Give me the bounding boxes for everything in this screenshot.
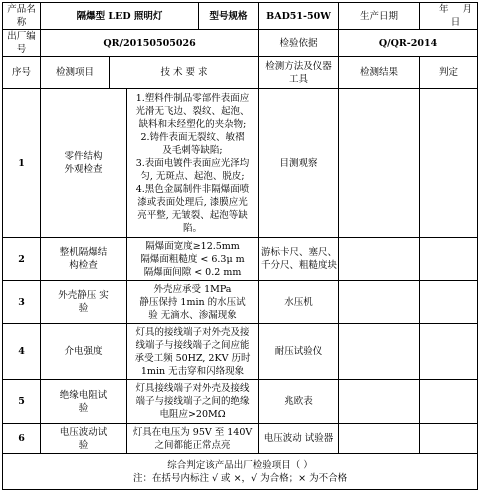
- row-requirement: 灯具的接线端子对外壳及接 线端子与接线端子之间应能 承受工频 50HZ, 2KV 历时 1min 无击穿和闪络现象: [127, 324, 259, 380]
- row-result[interactable]: [339, 89, 420, 238]
- col-judgement-header: 判定: [420, 57, 478, 89]
- row-requirement: 隔爆面宽度≥12.5mm 隔爆面粗糙度 < 6.3μ m 隔爆面间隙 < 0.2 mm: [127, 238, 259, 281]
- model-label: 型号规格: [199, 3, 259, 30]
- table-row: [3, 238, 478, 281]
- row-requirement: 灯具在电压为 95V 至 140V 之间都能正常点亮: [127, 424, 259, 454]
- row-item: 绝缘电阻试 验: [41, 380, 127, 424]
- row-requirement: 灯具接线端子对外壳及接线 端子与接线端子之间的绝缘 电阻应>20MΩ: [127, 380, 259, 424]
- row-judgement[interactable]: [420, 380, 478, 424]
- table-row: [3, 424, 478, 454]
- row-method: 目测观察: [259, 89, 339, 238]
- header-row-serial: [3, 30, 478, 57]
- row-result[interactable]: [339, 281, 420, 324]
- summary-line-1: 综合判定该产品出厂检验项目（ ）: [167, 459, 313, 471]
- serial-value: QR/20150505026: [41, 30, 259, 57]
- row-method: 电压波动 试验器: [259, 424, 339, 454]
- row-requirement: 1.塑料件制品零部件表面应 光滑无飞边、裂纹、起泡、 缺料和未经塑化的夹杂物; 2.铸件表面无裂纹、敏褶 及毛刺等缺陷; 3.表面电镀件表面应光泽均 匀, 无斑点、起泡、脱皮; 4.黑色金属制件非隔爆面喷 漆或表面处理后, 漆膜应光 亮平整, 无皱裂、起泡等缺 陷。: [127, 89, 259, 238]
- summary-line-2: 注：在括号内标注 √ 或 ×，√ 为合格；× 为不合格: [132, 472, 348, 484]
- row-no: 2: [3, 238, 41, 281]
- row-result[interactable]: [339, 424, 420, 454]
- column-header-row: [3, 57, 478, 89]
- table-row: [3, 281, 478, 324]
- table-row: [3, 89, 478, 238]
- prod-date-value: [420, 3, 478, 30]
- model-value: BAD51-50W: [259, 3, 339, 30]
- row-item: 介电强度: [41, 324, 127, 380]
- row-result[interactable]: [339, 238, 420, 281]
- row-item: 电压波动试 验: [41, 424, 127, 454]
- summary-cell: [3, 454, 478, 490]
- prod-date-label: 生产日期: [339, 3, 420, 30]
- col-no-header: 序号: [3, 57, 41, 89]
- row-no: 5: [3, 380, 41, 424]
- product-name-value: 隔爆型 LED 照明灯: [41, 3, 199, 30]
- table-row: [3, 380, 478, 424]
- date-month: 月: [462, 4, 473, 15]
- header-row-product: [3, 3, 478, 30]
- row-result[interactable]: [339, 324, 420, 380]
- summary-row: [3, 454, 478, 490]
- col-result-header: 检测结果: [339, 57, 420, 89]
- row-judgement[interactable]: [420, 324, 478, 380]
- serial-label: 出厂编号: [3, 30, 41, 57]
- row-result[interactable]: [339, 380, 420, 424]
- col-requirement-header: 技 术 要 求: [110, 57, 259, 89]
- row-no: 1: [3, 89, 41, 238]
- col-method-header: 检测方法及仪器 工具: [259, 57, 339, 89]
- date-year: 年: [439, 4, 449, 15]
- table-row: [3, 324, 478, 380]
- basis-label: 检验依据: [259, 30, 339, 57]
- row-method: 游标卡尺、塞尺、 千分尺、粗糙度块: [259, 238, 339, 281]
- row-item: 零件结构 外观检查: [41, 89, 127, 238]
- row-no: 3: [3, 281, 41, 324]
- row-no: 4: [3, 324, 41, 380]
- row-judgement[interactable]: [420, 89, 478, 238]
- row-judgement[interactable]: [420, 424, 478, 454]
- inspection-table: [2, 2, 478, 490]
- row-method: 水压机: [259, 281, 339, 324]
- row-method: 兆欧表: [259, 380, 339, 424]
- row-item: 外壳静压 实 验: [41, 281, 127, 324]
- product-name-label: 产品名称: [3, 3, 41, 30]
- row-method: 耐压试验仪: [259, 324, 339, 380]
- row-no: 6: [3, 424, 41, 454]
- row-requirement: 外壳应承受 1MPa 静压保持 1min 的水压试 验 无滴水、渗漏现象: [127, 281, 259, 324]
- basis-value: Q/QR-2014: [339, 30, 478, 57]
- col-item-header: 检测项目: [41, 57, 110, 89]
- row-item: 整机隔爆结 构检查: [41, 238, 127, 281]
- row-judgement[interactable]: [420, 281, 478, 324]
- row-judgement[interactable]: [420, 238, 478, 281]
- date-day: 日: [450, 17, 461, 28]
